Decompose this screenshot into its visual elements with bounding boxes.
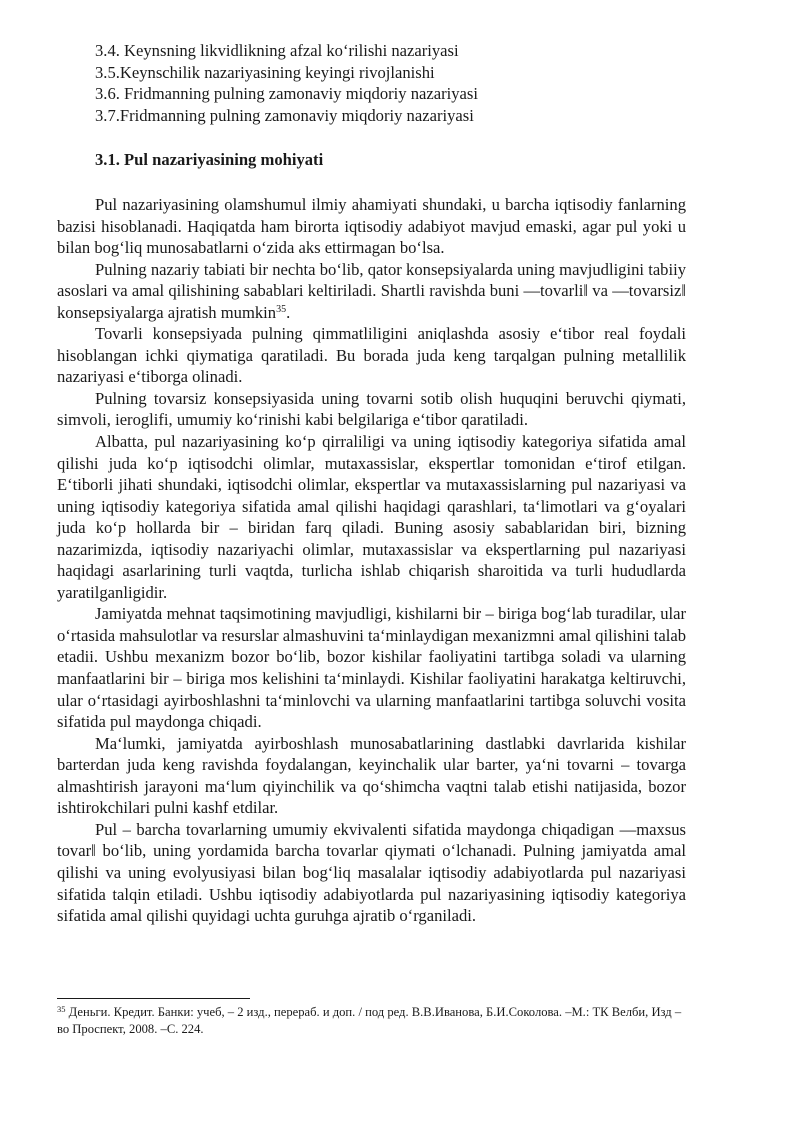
paragraph-end: . bbox=[286, 302, 291, 322]
toc-item: 3.7.Fridmanning pulning zamonaviy miqdoriy nazariyasi bbox=[95, 105, 474, 125]
paragraph: Pul – barcha tovarlarning umumiy ekvivalenti sifatida maydonga chiqadigan ―maxsus tovar‖ bo‘lib, uning yordamida barcha tovarlar qiymati o‘lchanadi. Pulning jamiyatda amal qilishi va uning evolyusiyasi bilan bog‘liq masalalar iqtisodiy adabiyotlarda pul nazariyasi sifatida talqin etiladi. Ushbu iqtisodiy adabiyotlarda pul nazariyasining iqtisodiy kategoriya sifatida amal qilishi quyidagi uchta guruhga ajratib o‘rganiladi. bbox=[57, 819, 686, 926]
footnote-reference: 35 bbox=[276, 303, 287, 315]
paragraph: Albatta, pul nazariyasining ko‘p qirraliligi va uning iqtisodiy kategoriya sifatida amal qilishi juda ko‘p iqtisodchi olimlar, mutaxassislar, ekspertlar tomonidan e‘tirof etilgan. E‘tiborli jihati shundaki, iqtisodchi olimlar, ekspertlar va mutaxassislarning pul nazariyasi va uning iqtisodiy kategoriya sifatida amal qilishi haqidagi qarashlari, ta‘limotlari va g‘oyalari juda ko‘p hollarda bir – biridan farq qiladi. Buning asosiy sabablaridan biri, bizning nazarimizda, iqtisodiy nazariyachi olimlar, mutaxassislar va ekspertlarning pul nazariyasi haqidagi asarlarining turli vaqtda, turlicha ishlab chiqarish sharoitida va turli hududlarda yaratilganligidir. bbox=[57, 432, 686, 602]
footnote-text: Деньги. Кредит. Банки: учеб, – 2 изд., перераб. и доп. / под ред. В.В.Иванова, Б.И.Соколова. –М.: ТК Велби, Изд – во Проспект, 2008. –С. 224. bbox=[57, 1005, 682, 1036]
toc-item: 3.5.Keynschilik nazariyasining keyingi rivojlanishi bbox=[95, 62, 435, 82]
paragraph: Tovarli konsepsiyada pulning qimmatliligini aniqlashda asosiy e‘tibor real foydali hisoblangan ichki qiymatiga qaratiladi. Bu borada juda keng tarqalgan pulning metallilik nazariyasi e‘tiborga olinadi. bbox=[57, 324, 686, 387]
paragraph: Jamiyatda mehnat taqsimotining mavjudligi, kishilarni bir – biriga bog‘lab turadilar, ular o‘rtasida mahsulotlar va resurslar almashuvini ta‘minlaydigan mexanizmni amal qilishini talab etadii. Ushbu mexanizm bozor bo‘lib, bozor kishilar faoliyatini tartibga soladi va ularning manfaatlarini bir – biriga mos kelishini ta‘minlaydi. Kishilar faoliyatini harakatga keltiruvchi, ular o‘rtasidagi ayirboshlashni ta‘minlovchi va ularning manfaatlarini tartibga soluvchi vosita sifatida pul maydonga chiqadi. bbox=[57, 604, 687, 732]
footnote-number: 35 bbox=[57, 1004, 66, 1014]
footnote-divider bbox=[57, 998, 250, 999]
body-text bbox=[57, 194, 686, 927]
toc-item: 3.6. Fridmanning pulning zamonaviy miqdoriy nazariyasi bbox=[95, 84, 478, 104]
paragraph bbox=[57, 259, 686, 324]
section-heading: 3.1. Pul nazariyasining mohiyati bbox=[95, 150, 324, 169]
paragraph: Pul nazariyasining olamshumul ilmiy ahamiyati shundaki, u barcha iqtisodiy fanlarning bazisi hisoblanadi. Haqiqatda ham birorta iqtisodiy adabiyot mavjud emaski, agar pul yoki u bilan bog‘liq munosabatlarni o‘zida aks ettirmagan bo‘lsa. bbox=[57, 195, 686, 258]
toc-item: 3.4. Keynsning likvidlikning afzal ko‘rilishi nazariyasi bbox=[95, 41, 459, 60]
table-of-contents bbox=[95, 40, 478, 126]
paragraph: Ma‘lumki, jamiyatda ayirboshlash munosabatlarining dastlabki davrlarida kishilar barterdan juda keng ravishda foydalangan, keyinchalik ular barter, ya‘ni tovarni – tovarga almashtirish jarayoni ma‘lum qiyinchilik va qo‘shimcha vaqtni talab etishi natijasida, bozor ishtirokchilari pulni kashf etdilar. bbox=[57, 733, 686, 818]
paragraph: Pulning tovarsiz konsepsiyasida uning tovarni sotib olish huquqini beruvchi qiymati, simvoli, ieroglifi, umumiy ko‘rinishi kabi belgilariga e‘tibor qaratiladi. bbox=[57, 388, 686, 430]
paragraph-text: Pulning nazariy tabiati bir nechta bo‘lib, qator konsepsiyalarda uning mavjudligini tabiiy asoslari va amal qilishining sabablari keltiriladi. Shartli ravishda buni ―tovarli‖ va ―tovarsiz‖ konsepsiyalarga ajratish mumkin bbox=[57, 259, 686, 322]
footnote bbox=[57, 1004, 686, 1038]
